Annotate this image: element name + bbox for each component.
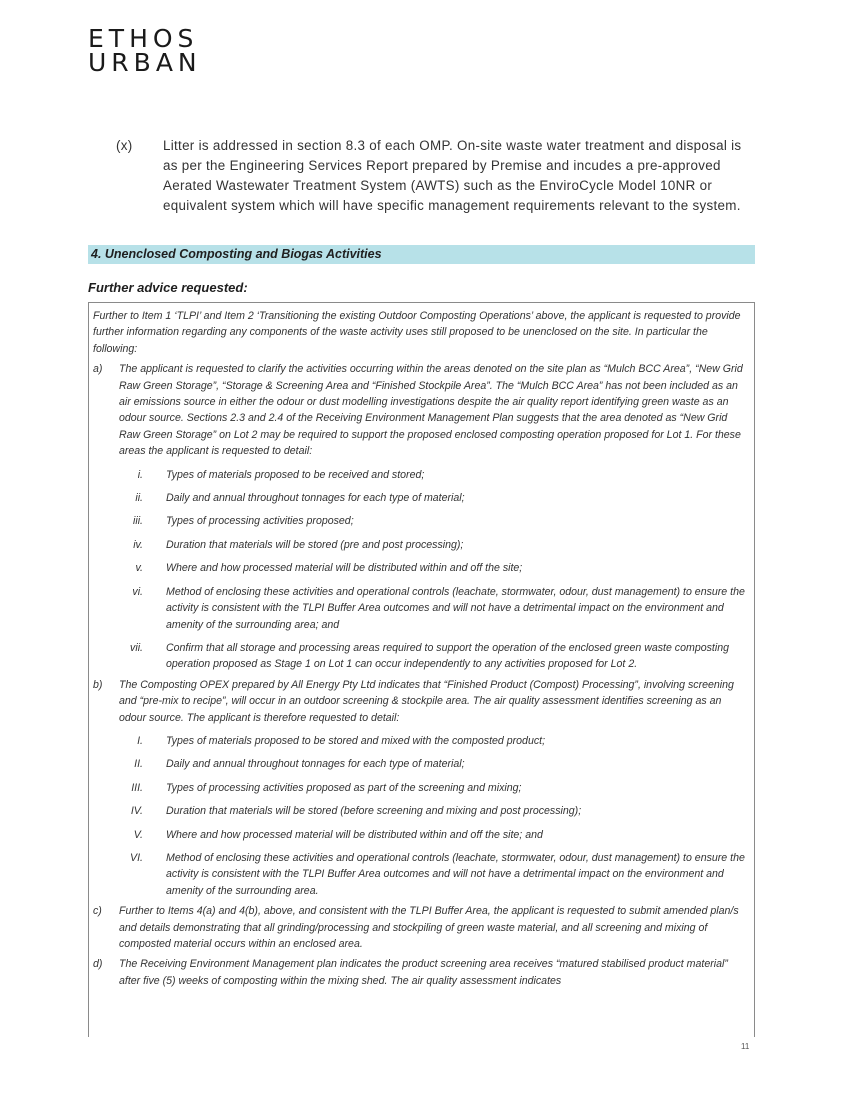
item-c-label: c) bbox=[93, 905, 102, 918]
page-number: 11 bbox=[741, 1042, 750, 1051]
item-a-label: a) bbox=[93, 363, 103, 376]
item-x-text: Litter is addressed in section 8.3 of each OMP. On-site waste water treatment and disposal is as per the Engineering Services Report prepared by Premise and incudes a pre-approved Aerated Wastewater Treatment System (AWTS) such as the EnviroCycle Model 10NR or equivalent system which will have specific management requirements relevant to the system. bbox=[163, 138, 742, 213]
item-b bbox=[89, 677, 754, 726]
sub-item bbox=[89, 780, 754, 796]
sub-item bbox=[89, 513, 754, 529]
item-x-paragraph bbox=[116, 136, 756, 216]
sub-item bbox=[89, 490, 754, 506]
item-x-label: (x) bbox=[116, 138, 133, 153]
section-heading: 4. Unenclosed Composting and Biogas Activities bbox=[88, 245, 755, 264]
sub-item-text: Duration that materials will be stored (before screening and mixing and post processing); bbox=[166, 805, 582, 818]
sub-item-text: Types of processing activities proposed as part of the screening and mixing; bbox=[166, 781, 522, 794]
sub-item-label: vi. bbox=[132, 585, 143, 598]
item-d-text: The Receiving Environment Management plan indicates the product screening area receives “matured stabilised product material” after five (5) weeks of composting within the mixing shed. The air quality assessment indicates bbox=[119, 958, 728, 987]
sub-item-text: Where and how processed material will be distributed within and off the site; and bbox=[166, 828, 543, 841]
sub-item bbox=[89, 803, 754, 819]
sub-item-label: I. bbox=[137, 734, 143, 747]
further-advice-label: Further advice requested: bbox=[88, 280, 248, 295]
sub-item bbox=[89, 467, 754, 483]
sub-item bbox=[89, 537, 754, 553]
item-a bbox=[89, 361, 754, 459]
logo-line-1: ETHOS bbox=[88, 24, 199, 53]
sub-item bbox=[89, 560, 754, 576]
item-d bbox=[89, 956, 754, 989]
sub-item-label: V. bbox=[133, 828, 143, 841]
sub-item-text: Confirm that all storage and processing areas required to support the operation of the enclosed green waste composting operation proposed as Stage 1 on Lot 1 can occur independently to any activities proposed for Lot 2. bbox=[166, 641, 729, 671]
item-b-label: b) bbox=[93, 678, 103, 691]
sub-item-text: Method of enclosing these activities and operational controls (leachate, stormwater, odour, dust management) to ensure the activity is consistent with the TLPI Buffer Area outcomes and will not have a detrimental impact on the environment and amenity of the surrounding area; and bbox=[166, 585, 745, 631]
sub-item-label: v. bbox=[135, 562, 143, 575]
sub-item-label: II. bbox=[134, 758, 143, 771]
sub-item bbox=[89, 756, 754, 772]
sub-item-label: vii. bbox=[130, 641, 143, 654]
sub-item-text: Method of enclosing these activities and operational controls (leachate, stormwater, odour, dust management) to ensure the activity is consistent with the TLPI Buffer Area outcomes and will not have a detrimental impact on the environment and amenity of the surrounding area. bbox=[166, 851, 745, 897]
item-d-label: d) bbox=[93, 958, 103, 971]
sub-item-text: Types of materials proposed to be received and stored; bbox=[166, 468, 425, 481]
sub-item bbox=[89, 827, 754, 843]
advice-box bbox=[88, 302, 755, 1037]
sub-item-label: iii. bbox=[132, 515, 143, 528]
advice-intro: Further to Item 1 ‘TLPI’ and Item 2 ‘Transitioning the existing Outdoor Composting Operations’ above, the applicant is requested to provide further information regarding any components of the waste activity uses still proposed to be unenclosed on the site. In particular the following: bbox=[93, 310, 741, 355]
sub-item-text: Types of processing activities proposed; bbox=[166, 515, 354, 528]
sub-item-label: iv. bbox=[133, 538, 143, 551]
sub-item bbox=[89, 850, 754, 899]
sub-item-label: IV. bbox=[130, 805, 143, 818]
sub-item bbox=[89, 584, 754, 633]
ethos-urban-logo bbox=[88, 24, 202, 77]
sub-item-label: III. bbox=[131, 781, 143, 794]
item-a-text: The applicant is requested to clarify the activities occurring within the areas denoted on the site plan as “Mulch BCC Area”, “New Grid Raw Green Storage”, “Storage & Screening Area and “Finished Stockpile Area”. The “Mulch BCC Area” has not been included as an air emissions source in either the odour or dust modelling investigations despite the air quality report identifying green waste as an odour source. Sections 2.3 and 2.4 of the Receiving Environment Management Plan suggests that the area denoted as “New Grid Raw Green Storage” on Lot 2 may be required to support the proposed enclosed composting operation proposed for Lot 1. For these areas the applicant is requested to detail: bbox=[119, 363, 743, 458]
sub-item-text: Daily and annual throughout tonnages for each type of material; bbox=[166, 492, 465, 505]
sub-item-text: Types of materials proposed to be stored and mixed with the composted product; bbox=[166, 734, 546, 747]
item-b-text: The Composting OPEX prepared by All Energy Pty Ltd indicates that “Finished Product (Compost) Processing”, involving screening and “pre-mix to recipe”, will occur in an outdoor screening & stockpile area. The air quality assessment identifies screening as an odour source. The applicant is therefore requested to detail: bbox=[119, 678, 734, 724]
logo-line-2: URBAN bbox=[88, 48, 202, 77]
sub-item bbox=[89, 733, 754, 749]
sub-item-label: ii. bbox=[135, 492, 143, 505]
sub-item-text: Duration that materials will be stored (pre and post processing); bbox=[166, 538, 464, 551]
sub-item bbox=[89, 640, 754, 673]
sub-item-text: Where and how processed material will be distributed within and off the site; bbox=[166, 562, 523, 575]
sub-item-label: VI. bbox=[130, 851, 143, 864]
sub-item-label: i. bbox=[137, 468, 143, 481]
item-c-text: Further to Items 4(a) and 4(b), above, and consistent with the TLPI Buffer Area, the applicant is requested to submit amended plan/s and details demonstrating that all grinding/processing and stockpiling of green waste material, and all screening and mixing of composted material occurs within an enclosed area. bbox=[119, 905, 739, 950]
sub-item-text: Daily and annual throughout tonnages for each type of material; bbox=[166, 758, 465, 771]
item-c bbox=[89, 903, 754, 952]
